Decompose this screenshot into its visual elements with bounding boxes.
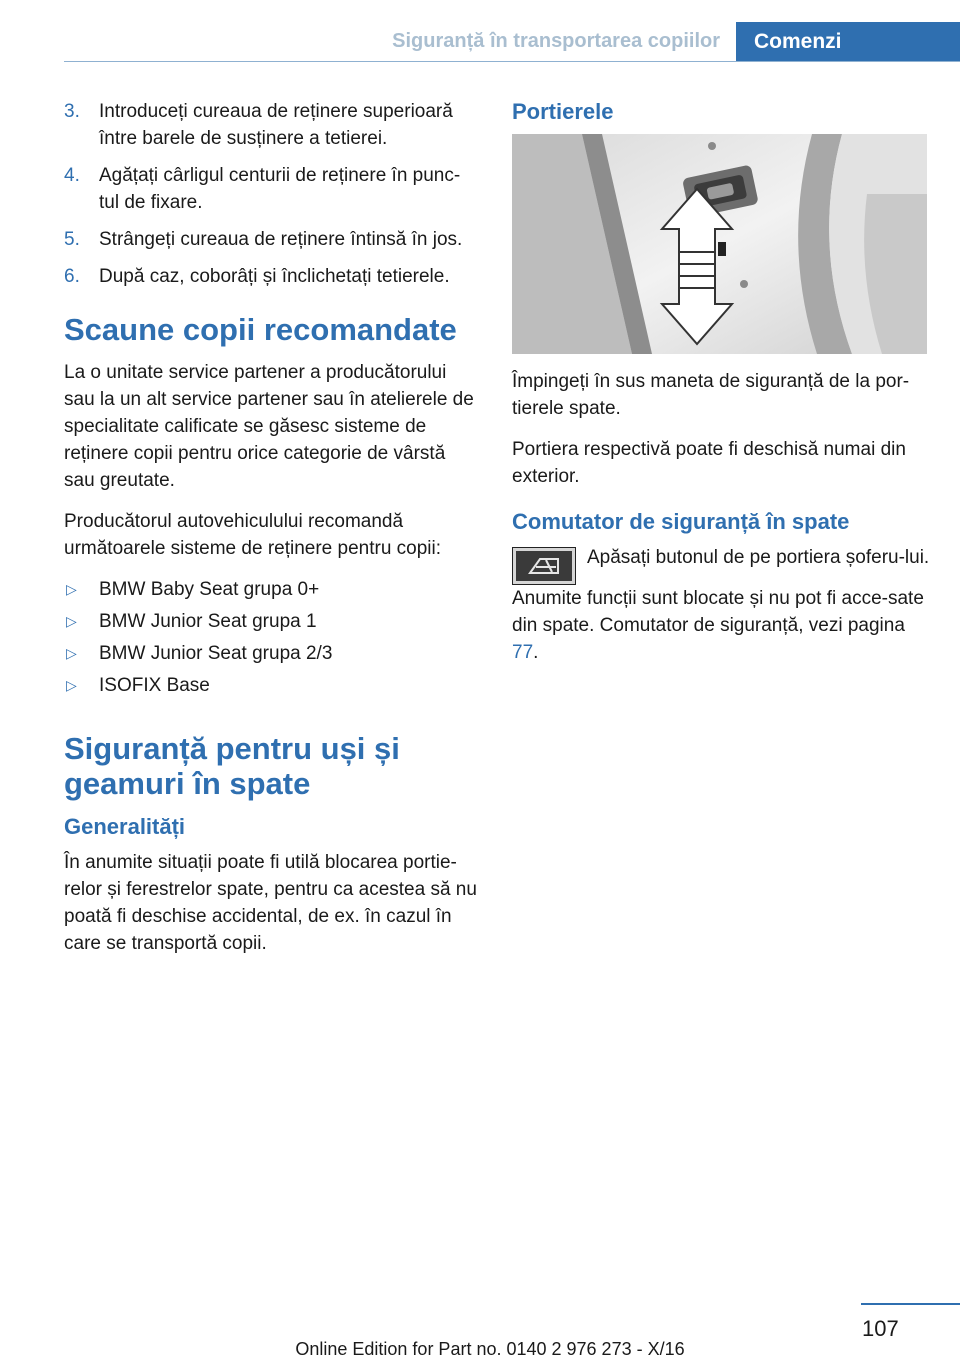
list-item — [64, 608, 478, 635]
section-title-child-seats: Scaune copii recomandate — [64, 312, 457, 347]
header-divider — [64, 61, 960, 62]
step-text: Introduceți cureaua de reținere superioară între barele de susținere a tetierei. — [99, 101, 453, 149]
button-instruction-text: Apăsați butonul de pe portiera șoferu‐lui. — [587, 547, 930, 568]
paragraph-text: Anumite funcții sunt blocate și nu pot fi acce‐sate din spate. Comutator de siguranță, vezi pagina — [512, 588, 924, 636]
triangle-bullet-icon: ▷ — [66, 581, 77, 597]
step-list — [64, 98, 478, 290]
subsection-title-general: Generalități — [64, 814, 186, 839]
step-number: 4. — [64, 165, 80, 186]
step-text: Agățați cârligul centurii de reținere în punc‐tul de fixare. — [99, 165, 461, 213]
paragraph: Producătorul autovehiculului recomandă următoarele sisteme de reținere pentru copii: — [64, 511, 442, 559]
triangle-bullet-icon: ▷ — [66, 613, 77, 629]
list-item — [64, 263, 478, 290]
paragraph: La o unitate service partener a producătorului sau la un alt service partener sau în atelierele de specialitate calificate se găsesc sisteme de reținere copii pentru orice categorie de vârstă sau greutate. — [64, 362, 474, 491]
list-item-text: ISOFIX Base — [99, 675, 210, 696]
right-column — [512, 98, 932, 680]
list-item-text: BMW Junior Seat grupa 2/3 — [99, 643, 333, 664]
paragraph: În anumite situații poate fi utilă blocarea portie‐relor și ferestrelor spate, pentru ca acestea să nu poată fi deschise accidental, de ex. în cazul în care se transportă copii. — [64, 852, 477, 954]
page-number: 107 — [862, 1316, 899, 1341]
list-item — [64, 672, 478, 699]
triangle-bullet-icon: ▷ — [66, 677, 77, 693]
paragraph: Împingeți în sus maneta de siguranță de la por‐tierele spate. — [512, 371, 910, 419]
list-item — [64, 576, 478, 603]
subsection-title-doors: Portierele — [512, 99, 614, 124]
paragraph-text-end: . — [533, 642, 539, 663]
step-number: 6. — [64, 266, 80, 287]
window-lock-button-icon — [512, 547, 576, 585]
list-item — [64, 162, 478, 216]
button-instruction — [512, 544, 932, 571]
triangle-bullet-icon: ▷ — [66, 645, 77, 661]
list-item-text: BMW Baby Seat grupa 0+ — [99, 579, 320, 600]
section-title-door-safety: Siguranță pentru uși și geamuri în spate — [64, 731, 400, 801]
header-breadcrumb: Siguranță în transportarea copiilor — [392, 30, 720, 52]
header-chapter-tab[interactable]: Comenzi — [736, 22, 960, 62]
recommended-seats-list — [64, 576, 478, 699]
step-text: Strângeți cureaua de reținere întinsă în jos. — [99, 229, 463, 250]
list-item-text: BMW Junior Seat grupa 1 — [99, 611, 317, 632]
paragraph — [512, 585, 932, 666]
step-number: 3. — [64, 101, 80, 122]
list-item — [64, 226, 478, 253]
subsection-title-rear-switch: Comutator de siguranță în spate — [512, 509, 850, 534]
left-column — [64, 98, 478, 971]
paragraph: Portiera respectivă poate fi deschisă numai din exterior. — [512, 439, 906, 487]
footer-edition-text: Online Edition for Part no. 0140 2 976 273 - X/16 — [295, 1339, 685, 1359]
door-lock-photo — [512, 134, 927, 354]
list-item — [64, 98, 478, 152]
step-number: 5. — [64, 229, 80, 250]
step-text: După caz, coborâți și înclichetați tetierele. — [99, 266, 450, 287]
footer-divider — [861, 1303, 960, 1305]
list-item — [64, 640, 478, 667]
page-reference-link[interactable]: 77 — [512, 642, 534, 663]
